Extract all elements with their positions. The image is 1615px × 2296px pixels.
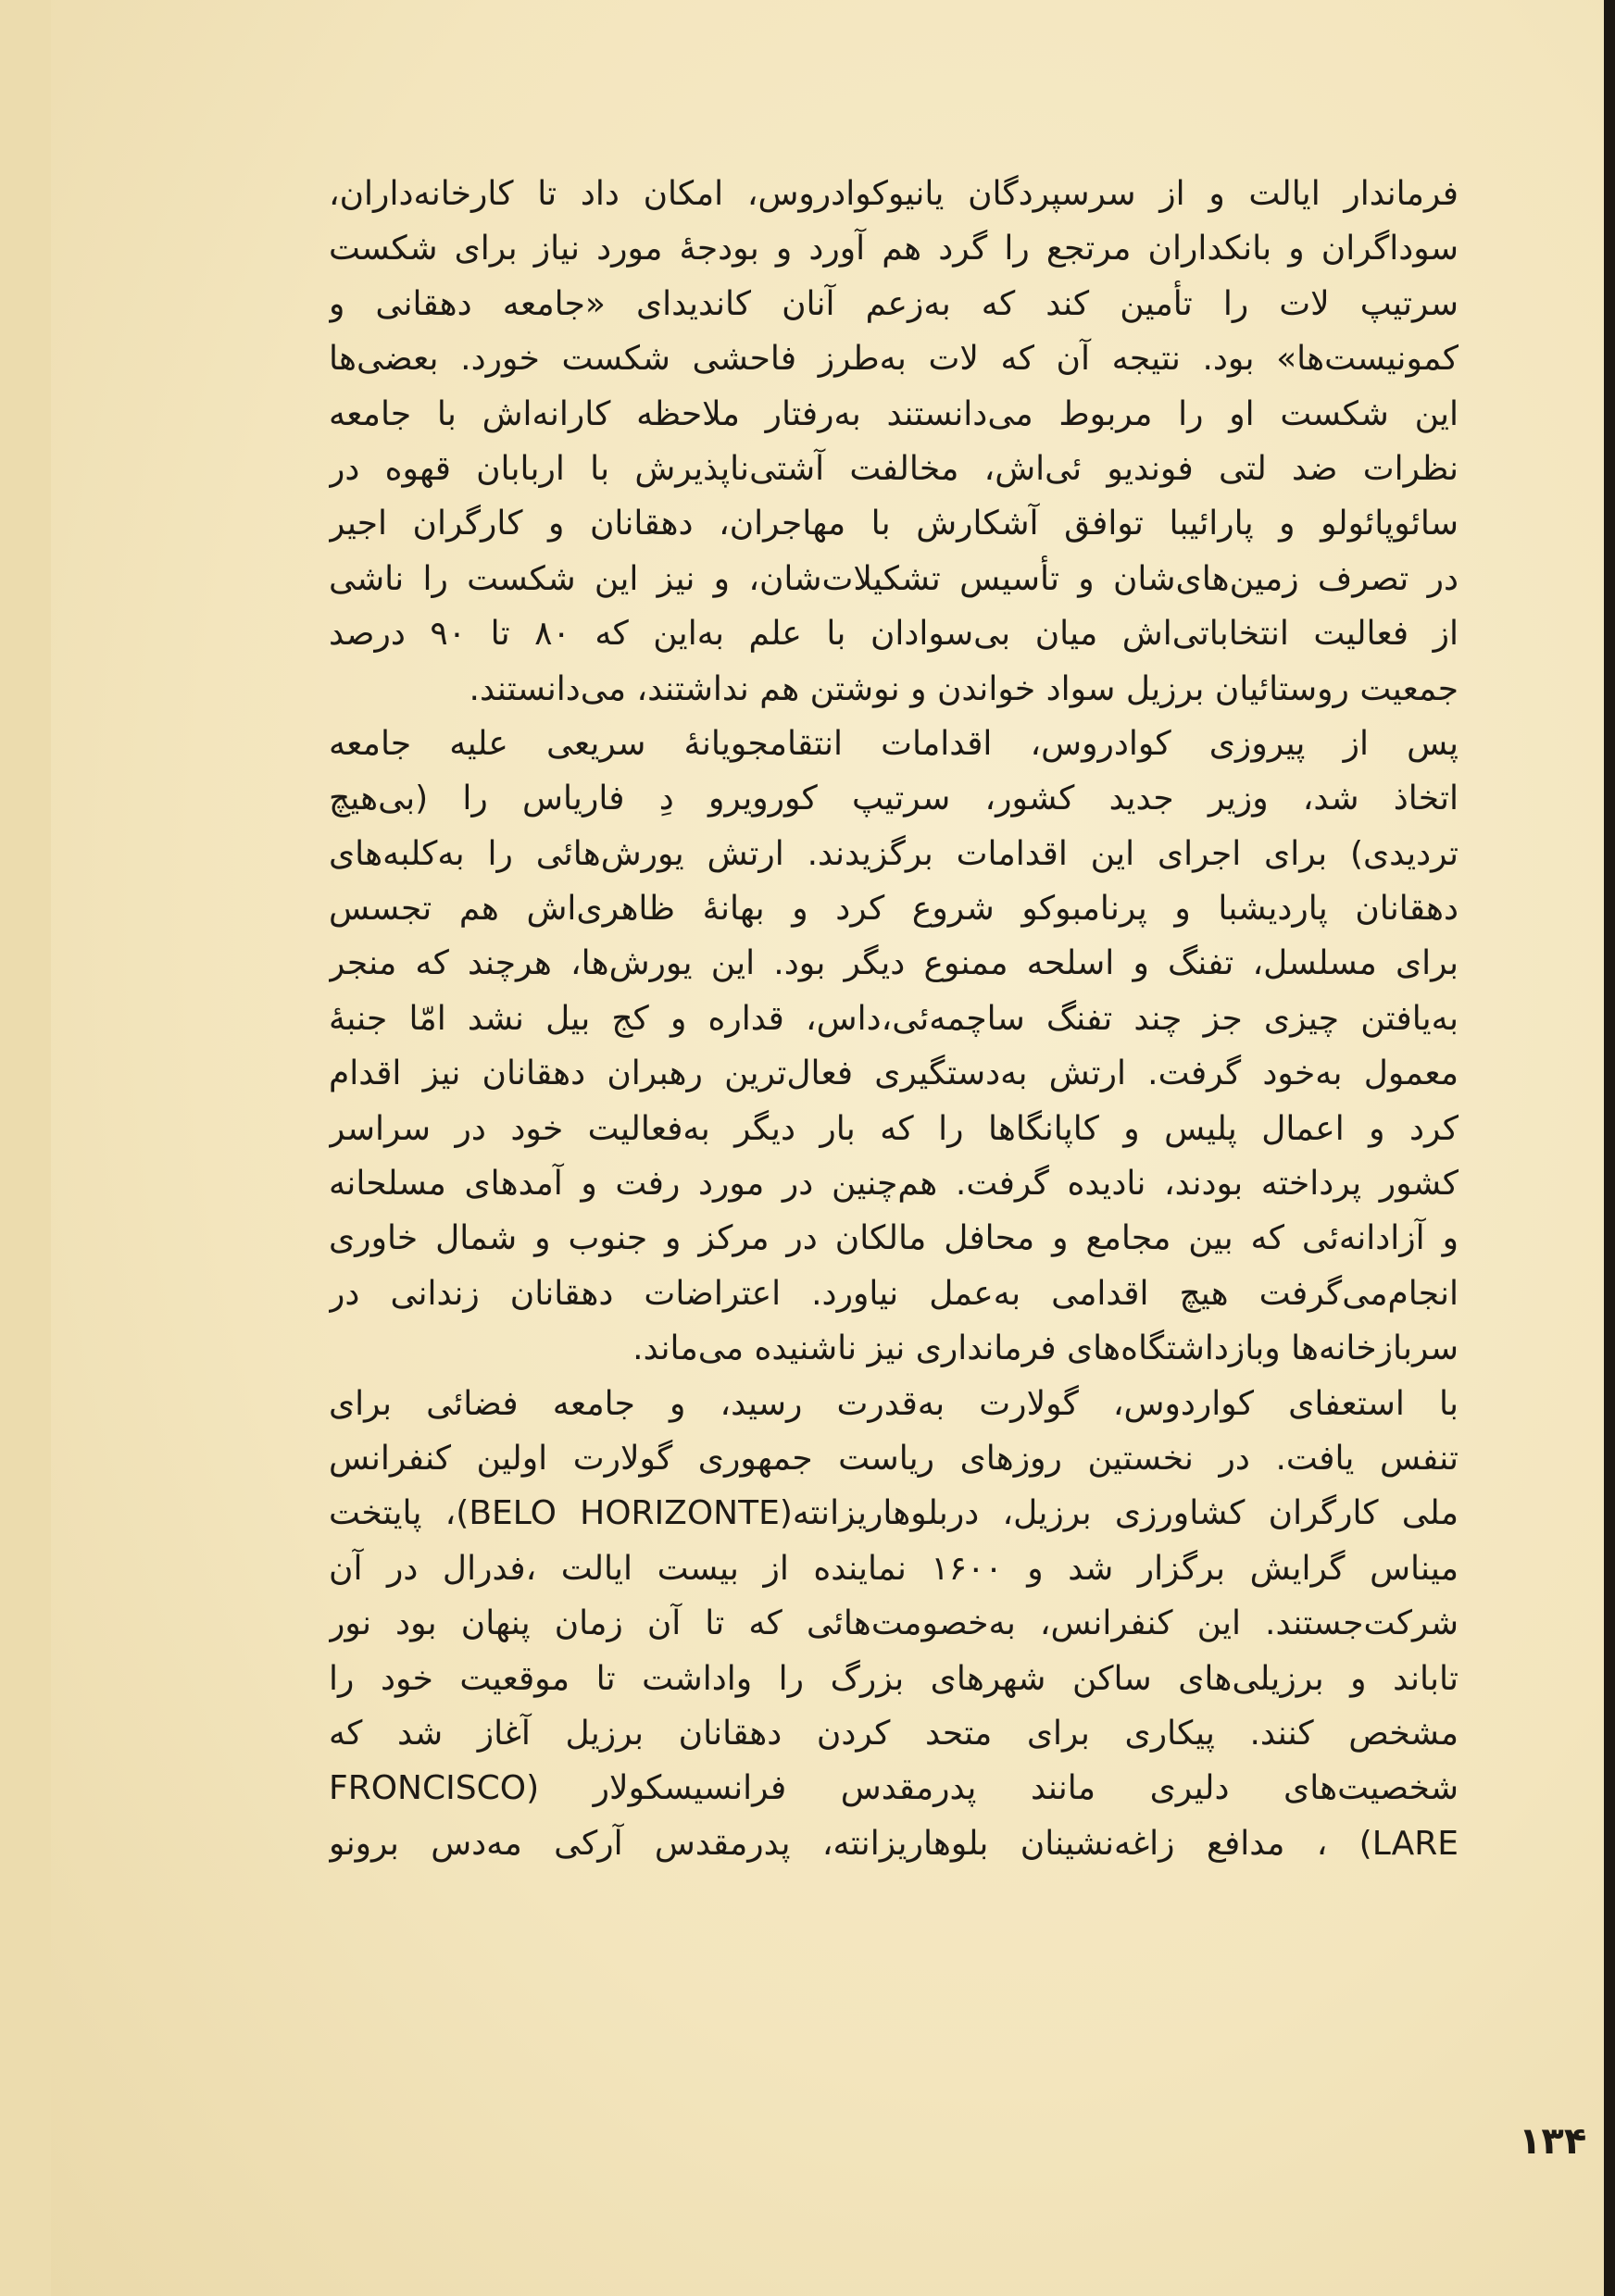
- text-line: ملی کارگران کشاورزی برزیل، دربلوهاریزانته(BELO HORIZONTE)، پایتخت: [329, 1494, 1459, 1533]
- text-line: کرد و اعمال پلیس و کاپانگاها را که بار دیگر به‌فعالیت خود در سراسر: [329, 1109, 1459, 1148]
- text-line: تنفس یافت. در نخستین روزهای ریاست جمهوری گولارت اولین کنفرانس: [329, 1439, 1459, 1478]
- text-line: سائوپائولو و پارائیبا توافق آشکارش با مهاجران، دهقانان و کارگران اجیر: [329, 505, 1459, 543]
- text-line: سوداگران و بانکداران مرتجع را گرد هم آورد و بودجهٔ مورد نیاز برای شکست: [329, 230, 1459, 268]
- text-line: اتخاذ شد، وزیر جدید کشور، سرتیپ کورویرو دِ فاریاس را (بی‌هیچ: [329, 780, 1459, 818]
- text-line: کمونیست‌ها» بود. نتیجه آن که لات به‌طرز فاحشی شکست خورد. بعضی‌ها: [329, 340, 1459, 379]
- text-line: میناس گرایش برگزار شد و ۱۶۰۰ نماینده از بیست ایالت ،فدرال در آن: [329, 1549, 1459, 1588]
- text-line: شخصیت‌های دلیری مانند پدرمقدس فرانسیسکولار (FRONCISCO: [329, 1769, 1459, 1808]
- text-line: سرتیپ لات را تأمین کند که به‌زعم آنان کاندیدای «جامعه دهقانی و: [329, 284, 1459, 323]
- text-line: نظرات ضد لتی فوندیو ئی‌اش، مخالفت آشتی‌ناپذیرش با اربابان قهوه در: [329, 449, 1459, 488]
- text-line: به‌یافتن چیزی جز چند تفنگ ساچمه‌ئی،داس، قداره و کج بیل نشد امّا جنبهٔ: [329, 999, 1459, 1038]
- text-line: سربازخانه‌ها وبازداشتگاه‌های فرمانداری نیز ناشنیده می‌ماند.: [632, 1329, 1459, 1368]
- text-line: تردیدی) برای اجرای این اقدامات برگزیدند. ارتش یورش‌هائی را به‌کلبه‌های: [329, 834, 1459, 873]
- text-line: انجام‌می‌گرفت هیچ اقدامی به‌عمل نیاورد. اعتراضات دهقانان زندانی در: [329, 1274, 1459, 1313]
- page-number: ۱۳۴: [1519, 2120, 1587, 2163]
- text-line: با استعفای کواردوس، گولارت به‌قدرت رسید، و جامعه فضائی برای: [329, 1384, 1459, 1423]
- text-line: پس از پیروزی کوادروس، اقدامات انتقامجویانهٔ سریعی علیه جامعه: [329, 724, 1459, 763]
- text-line: و آزادانه‌ئی که بین مجامع و محافل مالکان در مرکز و جنوب و شمال خاوری: [329, 1219, 1459, 1258]
- text-line: کشور پرداخته بودند، نادیده گرفت. هم‌چنین در مورد رفت و آمدهای مسلحانه: [329, 1165, 1459, 1204]
- text-line: دهقانان پاردیشبا و پرنامبوکو شروع کرد و بهانهٔ ظاهری‌اش هم تجسس: [329, 890, 1459, 929]
- text-line: تاباند و برزیلی‌های ساکن شهرهای بزرگ را واداشت تا موقعیت خود را: [329, 1659, 1459, 1698]
- page-margin-strip: [0, 0, 53, 2296]
- text-line: از فعالیت انتخاباتی‌اش میان بی‌سوادان با علم به‌این که ۸۰ تا ۹۰ درصد: [329, 615, 1459, 654]
- body-text: [329, 167, 1459, 1871]
- text-line: در تصرف زمین‌های‌شان و تأسیس تشکیلات‌شان، و نیز این شکست را ناشی: [329, 559, 1459, 598]
- text-line: معمول به‌خود گرفت. ارتش به‌دستگیری فعال‌ترین رهبران دهقانان نیز اقدام: [329, 1054, 1459, 1093]
- text-line: شرکت‌جستند. این کنفرانس، به‌خصومت‌هائی که تا آن زمان پنهان بود نور: [329, 1604, 1459, 1643]
- text-line: مشخص کنند. پیکاری برای متحد کردن دهقانان برزیل آغاز شد که: [329, 1714, 1459, 1753]
- book-page: [51, 0, 1615, 2296]
- scan-edge: [1604, 0, 1615, 2296]
- text-line: برای مسلسل، تفنگ و اسلحه ممنوع دیگر بود. این یورش‌ها، هرچند که منجر: [329, 944, 1459, 983]
- text-line: جمعیت روستائیان برزیل سواد خواندن و نوشتن هم نداشتند، می‌دانستند.: [469, 669, 1459, 708]
- text-line: LARE) ، مدافع زاغه‌نشینان بلوهاریزانته، پدرمقدس آرکی مه‌دس برونو: [329, 1824, 1459, 1863]
- text-line: فرماندار ایالت و از سرسپردگان یانیوکوادروس، امکان داد تا کارخانه‌داران،: [329, 175, 1459, 213]
- text-line: این شکست او را مربوط می‌دانستند به‌رفتار ملاحظه کارانه‌اش با جامعه: [329, 394, 1459, 433]
